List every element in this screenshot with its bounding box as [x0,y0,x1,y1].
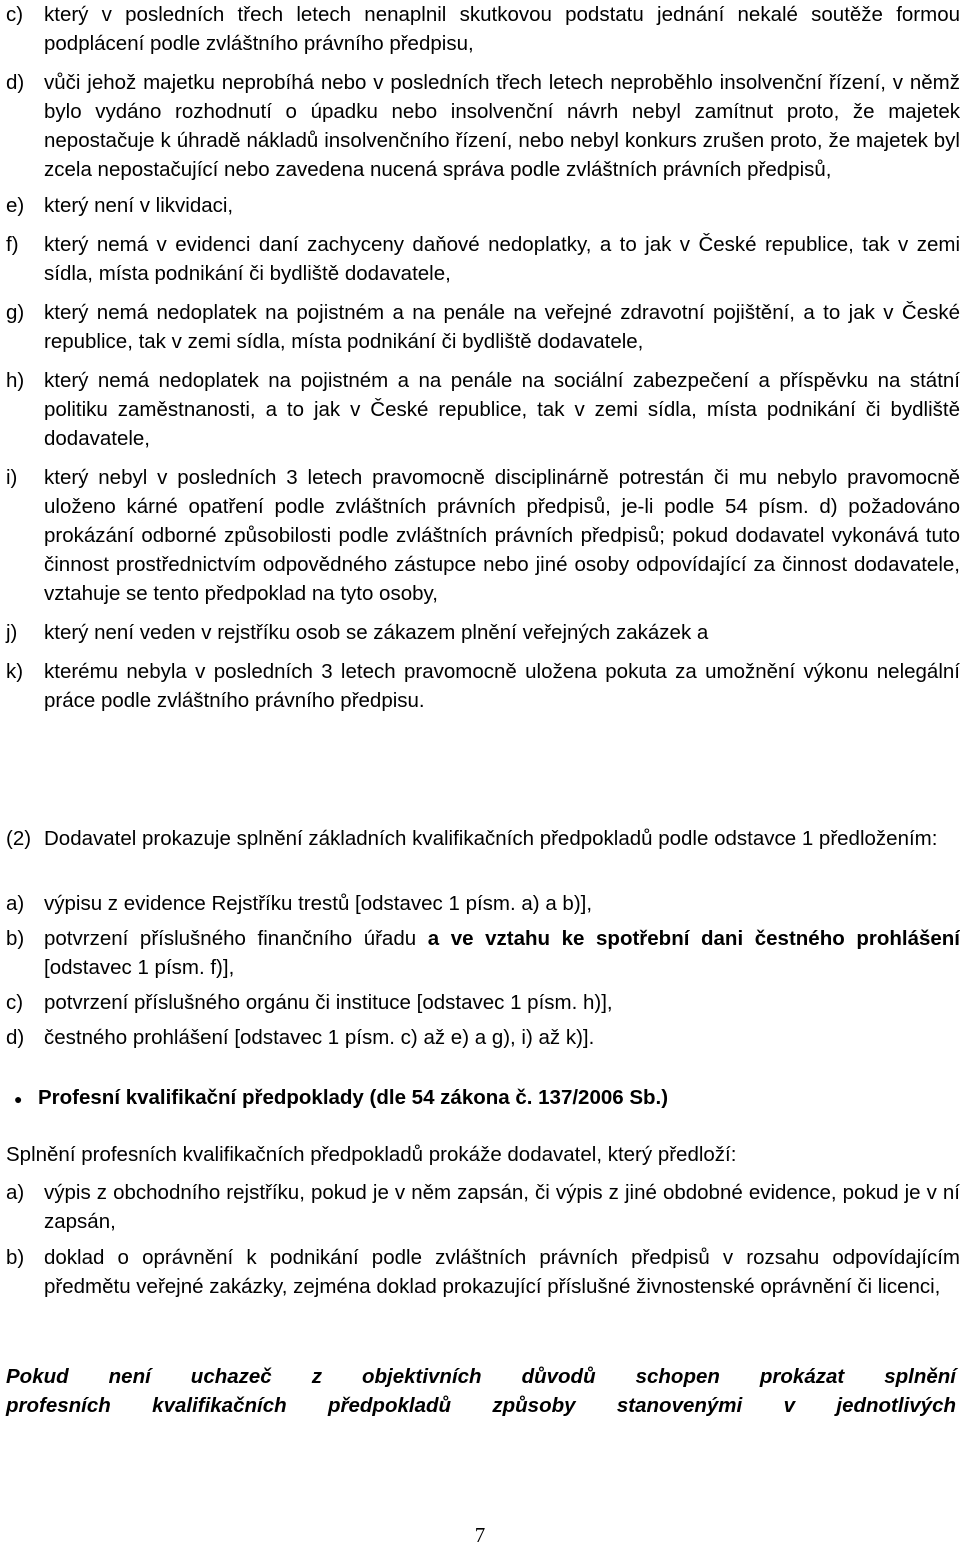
list-item-text: vůči jehož majetku neprobíhá nebo v posledních třech letech neproběhlo insolvenční řízení, v němž bylo vydáno rozhodnutí o úpadku nebo insolvenční návrh nebyl zamítnut proto, že majetek nepostačuje k úhradě nákladů insolvenčního řízení, nebo nebyl konkurs zrušen proto, že majetek byl zcela nepostačující nebo zavedena nucená správa podle zvláštních právních předpisů, [44,71,960,181]
list-item-b [0,1243,960,1301]
list-item-text: potvrzení příslušného orgánu či instituce [odstavec 1 písm. h)], [44,991,613,1014]
section-heading [0,1083,960,1114]
bullet-icon: ● [14,1091,23,1107]
list-item-text: který není v likvidaci, [44,194,234,217]
list-item-label: e) [6,194,25,217]
list-item-e [0,191,960,220]
list-item-label: b) [6,1246,25,1269]
list-item-text: který v posledních třech letech nenaplnil skutkovou podstatu jednání nekalé soutěže formou podplácení podle zvláštního právního předpisu, [44,3,960,55]
list-item-d [0,68,960,184]
list-item-c [0,0,960,58]
list-item-text: který nebyl v posledních 3 letech pravomocně disciplinárně potrestán či mu nebylo pravomocně uloženo kárné opatření podle zvláštních právních předpisů, je-li podle 54 písm. d) požadováno prokázání odborné způsobilosti podle zvláštních právních předpisů; pokud dodavatel vykonává tuto činnost prostřednictvím odpovědného zástupce nebo jiné osoby odpovídající za činnost dodavatele, vztahuje se tento předpoklad na tyto osoby, [44,466,960,605]
list-item-label: c) [6,3,24,26]
list-item-h [0,366,960,453]
list-item-label: h) [6,369,25,392]
list-item-d [0,1023,960,1052]
paragraph-text: Dodavatel prokazuje splnění základních kvalifikačních předpokladů podle odstavce 1 předložením: [44,827,938,850]
list-item-label: c) [6,991,24,1014]
list-item-k [0,657,960,715]
paragraph-number: (2) [6,827,32,850]
list-item-text: který není veden v rejstříku osob se zákazem plnění veřejných zakázek a [44,621,709,644]
closing-line: Pokud není uchazeč z objektivních důvodů schopen prokázat splnění [6,1365,956,1388]
professional-documents-list [0,1178,960,1301]
list-item-text: výpisu z evidence Rejstříku trestů [odstavec 1 písm. a) a b)], [44,892,593,915]
text-regular: [odstavec 1 písm. f)], [44,956,235,979]
list-item-label: i) [6,466,18,489]
list-item-label: j) [6,621,18,644]
page-number: 7 [474,1523,486,1547]
requirements-list-1 [0,0,960,715]
list-item-f [0,230,960,288]
list-item-label: a) [6,892,25,915]
list-item-i [0,463,960,608]
heading-text: Profesní kvalifikační předpoklady (dle 54 zákona č. 137/2006 Sb.) [38,1086,669,1109]
list-item-text: kterému nebyla v posledních 3 letech pravomocně uložena pokuta za umožnění výkonu nelegální práce podle zvláštního právního předpisu. [44,660,960,712]
closing-paragraph [0,1362,960,1420]
list-item-text: výpis z obchodního rejstříku, pokud je v něm zapsán, či výpis z jiné obdobné evidence, pokud je v ní zapsán, [44,1181,960,1233]
list-item-text: který nemá nedoplatek na pojistném a na penále na veřejné zdravotní pojištění, a to jak v České republice, tak v zemi sídla, místa podnikání či bydliště dodavatele, [44,301,960,353]
list-item-text: doklad o oprávnění k podnikání podle zvláštních právních předpisů v rozsahu odpovídajícím předmětu veřejné zakázky, zejména doklad prokazující příslušné živnostenské oprávnění či licenci, [44,1246,960,1298]
proof-documents-list [0,889,960,1052]
list-item-label: d) [6,1026,25,1049]
list-item-text: čestného prohlášení [odstavec 1 písm. c) až e) a g), i) až k)]. [44,1026,595,1049]
list-item-a [0,889,960,918]
list-item-text: který nemá v evidenci daní zachyceny daňové nedoplatky, a to jak v České republice, tak v zemi sídla, místa podnikání či bydliště dodavatele, [44,233,960,285]
list-item-text: který nemá nedoplatek na pojistném a na penále na sociální zabezpečení a příspěvku na státní politiku zaměstnanosti, a to jak v České republice, tak v zemi sídla, místa podnikání či bydliště dodavatele, [44,369,960,450]
list-item-text [44,924,960,982]
text-emphasis: a ve vztahu ke spotřební dani čestného prohlášení [427,927,960,950]
list-item-label: a) [6,1181,25,1204]
list-item-a [0,1178,960,1236]
list-item-label: d) [6,71,25,94]
intro-paragraph: Splnění profesních kvalifikačních předpokladů prokáže dodavatel, který předloží: [6,1143,737,1166]
list-item-c [0,988,960,1017]
list-item-label: g) [6,301,25,324]
list-item-g [0,298,960,356]
closing-line: profesních kvalifikačních předpokladů způsoby stanovenými v jednotlivých [6,1394,956,1417]
list-item-label: k) [6,660,24,683]
list-item-label: b) [6,927,25,950]
list-item-b [0,924,960,982]
list-item-j [0,618,960,647]
paragraph-2 [0,824,960,853]
text-regular: potvrzení příslušného finančního úřadu [44,927,428,950]
list-item-label: f) [6,233,19,256]
